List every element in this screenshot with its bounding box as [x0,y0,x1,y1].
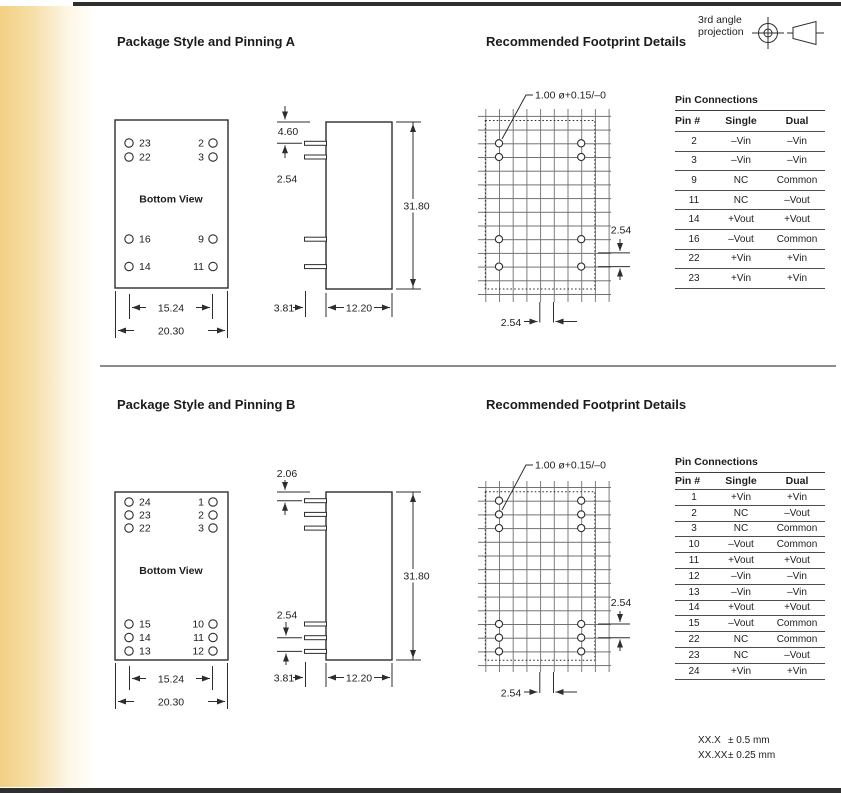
bottom-view-label: Bottom View [139,565,203,577]
pin-label: 11 [193,261,204,274]
dim-pin-pitch: 2.54 [276,609,298,622]
dim-body-height: 31.80 [403,200,430,213]
pin-label: 11 [193,632,204,645]
table-row: 23 +Vin +Vin [675,269,825,289]
bottom-view-a [98,108,248,348]
bottom-view-label: Bottom View [139,193,203,206]
bottom-view-b [98,448,248,718]
side-view-a [250,98,430,323]
pin-label: 2 [198,509,204,522]
pin-label: 22 [139,151,151,164]
pin-table-a [675,94,825,289]
dim-row-pitch: 2.54 [610,224,632,237]
dim-col-pitch: 2.54 [500,317,522,329]
footprint-grid [478,109,611,302]
column-header: Single [713,473,769,490]
dim-body-depth: 12.20 [345,672,373,685]
pin-table-b [675,456,825,680]
section-divider [100,365,836,367]
package-body [326,122,392,289]
table-row: 24 +Vin +Vin [675,663,825,679]
dim-row-pitch: 2.54 [610,597,632,609]
pin-label: 3 [198,522,204,535]
side-view-b [250,448,430,693]
table-row: 23 NC –Vout [675,647,825,663]
dim-body-width: 20.30 [157,696,185,709]
tolerance-row: XX.XX± 0.25 mm [698,750,776,761]
dim-pin-length: 3.81 [273,672,295,685]
pin-label: 23 [139,137,151,150]
section-a-title: Package Style and Pinning A [117,34,295,49]
table-row: 1 +Vin +Vin [675,490,825,506]
pin-stubs [305,499,327,654]
dim-body-width: 20.30 [157,325,185,338]
pin-stubs [305,141,327,268]
pin-label: 12 [192,645,204,658]
dim-body-height: 31.80 [403,570,430,583]
column-header: Pin # [675,473,713,490]
table-row: 11 NC –Vout [675,190,825,210]
third-angle-projection-label [698,15,744,38]
third-angle-projection-icon [740,10,836,58]
table-row: 22 +Vin +Vin [675,249,825,269]
pin-label: 14 [139,261,151,274]
bottom-rule [0,788,841,793]
pin-label: 1 [198,496,204,509]
section-a-footprint-title: Recommended Footprint Details [486,34,687,49]
tolerance-note [698,733,775,763]
dim-pin-span: 15.24 [157,302,185,315]
dim-top-to-pin: 2.06 [276,468,298,480]
footprint-a [458,80,640,335]
top-rule [73,2,841,6]
footprint-b [458,445,640,707]
table-row: 3 NC Common [675,521,825,537]
projection-label-line2: projection [698,25,744,38]
table-row: 2 –Vin –Vin [675,132,825,152]
projection-front-view-symbol [752,17,784,49]
footprint-grid [478,481,611,672]
table-row: 11 +Vout +Vout [675,553,825,569]
dim-top-to-pin: 4.60 [277,126,299,138]
table-header-row [675,473,825,490]
hole-diameter-label: 1.00 ø+0.15/–0 [535,89,606,102]
table-row: 16 –Vout Common [675,229,825,249]
pin-table-title: Pin Connections [675,94,825,111]
column-header: Dual [769,473,825,490]
table-row: 22 NC Common [675,632,825,648]
table-row: 10 –Vout Common [675,537,825,553]
pin-label: 24 [139,496,151,509]
pin-table-title: Pin Connections [675,456,825,473]
pin-label: 2 [198,137,204,150]
pin-label: 16 [139,233,151,246]
pin-label: 10 [192,618,204,631]
projection-label-line1: 3rd angle [698,14,742,26]
column-header: Dual [769,111,825,132]
dim-col-pitch: 2.54 [500,687,522,700]
hole-diameter-label: 1.00 ø+0.15/–0 [535,459,606,472]
left-accent-strip [0,6,96,787]
pin-label: 14 [139,632,151,645]
pin-label: 9 [198,233,204,246]
pin-label: 15 [139,618,151,631]
projection-side-view-symbol [787,22,824,45]
table-row: 9 NC Common [675,171,825,191]
table-row: 15 –Vout Common [675,616,825,632]
table-row: 14 +Vout +Vout [675,210,825,230]
dim-body-depth: 12.20 [345,302,373,315]
section-b-title: Package Style and Pinning B [117,397,296,412]
dim-pin-pitch: 2.54 [276,173,298,186]
pin-label: 3 [198,151,204,164]
table-row: 13 –Vin –Vin [675,584,825,600]
table-row: 3 –Vin –Vin [675,151,825,171]
dim-pin-span: 15.24 [157,673,185,686]
pin-label: 23 [139,509,151,522]
column-header: Single [713,111,769,132]
tolerance-row: XX.X ± 0.5 mm [698,735,770,746]
pin-label: 22 [139,522,151,535]
section-b-footprint-title: Recommended Footprint Details [486,397,687,412]
table-row: 12 –Vin –Vin [675,568,825,584]
pin-label: 13 [139,645,151,658]
column-header: Pin # [675,111,713,132]
package-body [326,492,392,660]
table-row: 14 +Vout +Vout [675,600,825,616]
table-row: 2 NC –Vout [675,505,825,521]
table-header-row [675,111,825,132]
dim-pin-length: 3.81 [273,302,295,315]
